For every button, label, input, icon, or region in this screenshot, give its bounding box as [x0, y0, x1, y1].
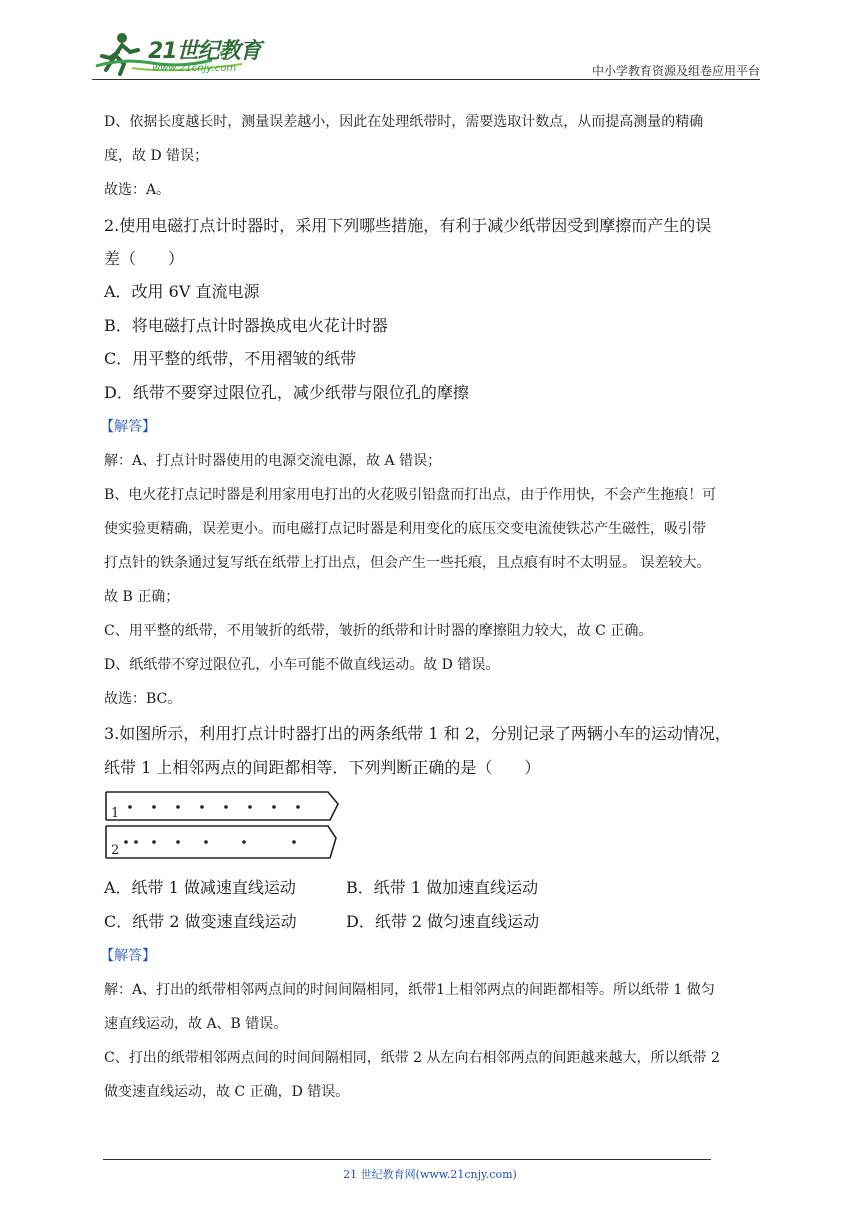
- q3-solution-line: 速直线运动，故 A、B 错误。: [104, 1016, 288, 1032]
- tape-1-dot: [296, 805, 300, 809]
- tape-2-dot: [204, 840, 208, 844]
- q2-solution-line: 打点针的铁条通过复写纸在纸带上打出点，但会产生一些托痕，且点痕有时不太明显。 误差较大。: [104, 555, 711, 571]
- header-divider: [92, 79, 760, 80]
- q2-option-b: B．将电磁打点计时器换成电火花计时器: [104, 316, 388, 335]
- prev-answer: 故选：A。: [104, 182, 171, 198]
- q2-option-c: C．用平整的纸带，不用褶皱的纸带: [104, 349, 357, 368]
- tape-1-dot: [272, 805, 276, 809]
- q3-solution-line: 做变速直线运动，故 C 正确，D 错误。: [104, 1084, 350, 1100]
- q2-option-a: A．改用 6V 直流电源: [104, 282, 260, 301]
- tape-1-dot: [248, 805, 252, 809]
- q2-solution-line: 故 B 正确；: [104, 589, 180, 605]
- tape-2: [106, 826, 336, 858]
- q2-solution-line: 故选：BC。: [104, 691, 182, 707]
- prev-option-d-line1: D、依据长度越长时，测量误差越小，因此在处理纸带时，需要选取计数点，从而提高测量的精确: [104, 114, 704, 130]
- tape-1-dot: [152, 805, 156, 809]
- q3-solution-line: C、打出的纸带相邻两点间的时间间隔相同，纸带 2 从左向右相邻两点的间距越来越大，所以纸带 2: [104, 1050, 720, 1066]
- q3-solution-line: 解：A、打出的纸带相邻两点间的时间间隔相同，纸带1上相邻两点的间距都相等。所以纸带 1 做匀: [104, 982, 715, 998]
- q2-solution-line: D、纸纸带不穿过限位孔，小车可能不做直线运动。故 D 错误。: [104, 657, 500, 673]
- tape-1-dot: [224, 805, 228, 809]
- q3-option-a: A．纸带 1 做减速直线运动: [104, 878, 296, 897]
- tape-1-dot: [176, 805, 180, 809]
- q2-solution-line: 解：A、打点计时器使用的电源交流电源，故 A 错误；: [104, 453, 442, 469]
- tape-2-dot: [134, 840, 138, 844]
- tape-2-dot: [242, 840, 246, 844]
- q3-option-b: B．纸带 1 做加速直线运动: [346, 878, 539, 897]
- tape-2-dot: [152, 840, 156, 844]
- logo-title: 21世纪教育: [148, 39, 261, 64]
- tape-2-label: 2: [111, 843, 120, 858]
- tape-2-dot: [176, 840, 180, 844]
- q2-solution-line: B、电火花打点记时器是利用家用电打出的火花吸引铅盘而打出点，由于作用快，不会产生拖痕！可: [104, 487, 717, 503]
- tape-1-dot: [200, 805, 204, 809]
- q3-stem-line2: 纸带 1 上相邻两点的间距都相等．下列判断正确的是（ ）: [104, 758, 541, 777]
- q2-stem-line2: 差（ ）: [104, 249, 185, 268]
- footer-link[interactable]: 21 世纪教育网(www.21cnjy.com): [343, 1168, 517, 1181]
- paper-tape-figure: [104, 790, 344, 862]
- site-logo[interactable]: [92, 30, 267, 78]
- q2-solution-line: C、用平整的纸带，不用皱折的纸带，皱折的纸带和计时器的摩擦阻力较大，故 C 正确。: [104, 623, 653, 639]
- q2-option-d: D．纸带不要穿过限位孔，减少纸带与限位孔的摩擦: [104, 383, 469, 402]
- q3-stem-line1: 3.如图所示，利用打点计时器打出的两条纸带 1 和 2，分别记录了两辆小车的运动情况，: [104, 724, 731, 743]
- q2-solution-tag: 【解答】: [100, 419, 156, 435]
- q3-option-c: C．纸带 2 做变速直线运动: [104, 912, 297, 931]
- footer-divider: [103, 1159, 711, 1160]
- logo-url: www.21cnjy.com: [152, 63, 237, 74]
- q2-solution-line: 使实验更精确，误差更小。而电磁打点记时器是利用变化的底压交变电流使铁芯产生磁性，吸引带: [104, 521, 706, 537]
- platform-name: 中小学教育资源及组卷应用平台: [591, 64, 760, 78]
- tape-1: [106, 792, 338, 821]
- q3-solution-tag: 【解答】: [100, 948, 156, 964]
- q2-stem-line1: 2.使用电磁打点计时器时，采用下列哪些措施，有利于减少纸带因受到摩擦而产生的误: [104, 216, 712, 235]
- tape-2-dot: [292, 840, 296, 844]
- q3-option-d: D．纸带 2 做匀速直线运动: [346, 912, 540, 931]
- prev-option-d-line2: 度，故 D 错误；: [104, 148, 209, 164]
- tape-1-label: 1: [111, 806, 120, 821]
- tape-1-dot: [128, 805, 132, 809]
- tape-2-dot: [124, 840, 128, 844]
- page-header: [92, 30, 760, 80]
